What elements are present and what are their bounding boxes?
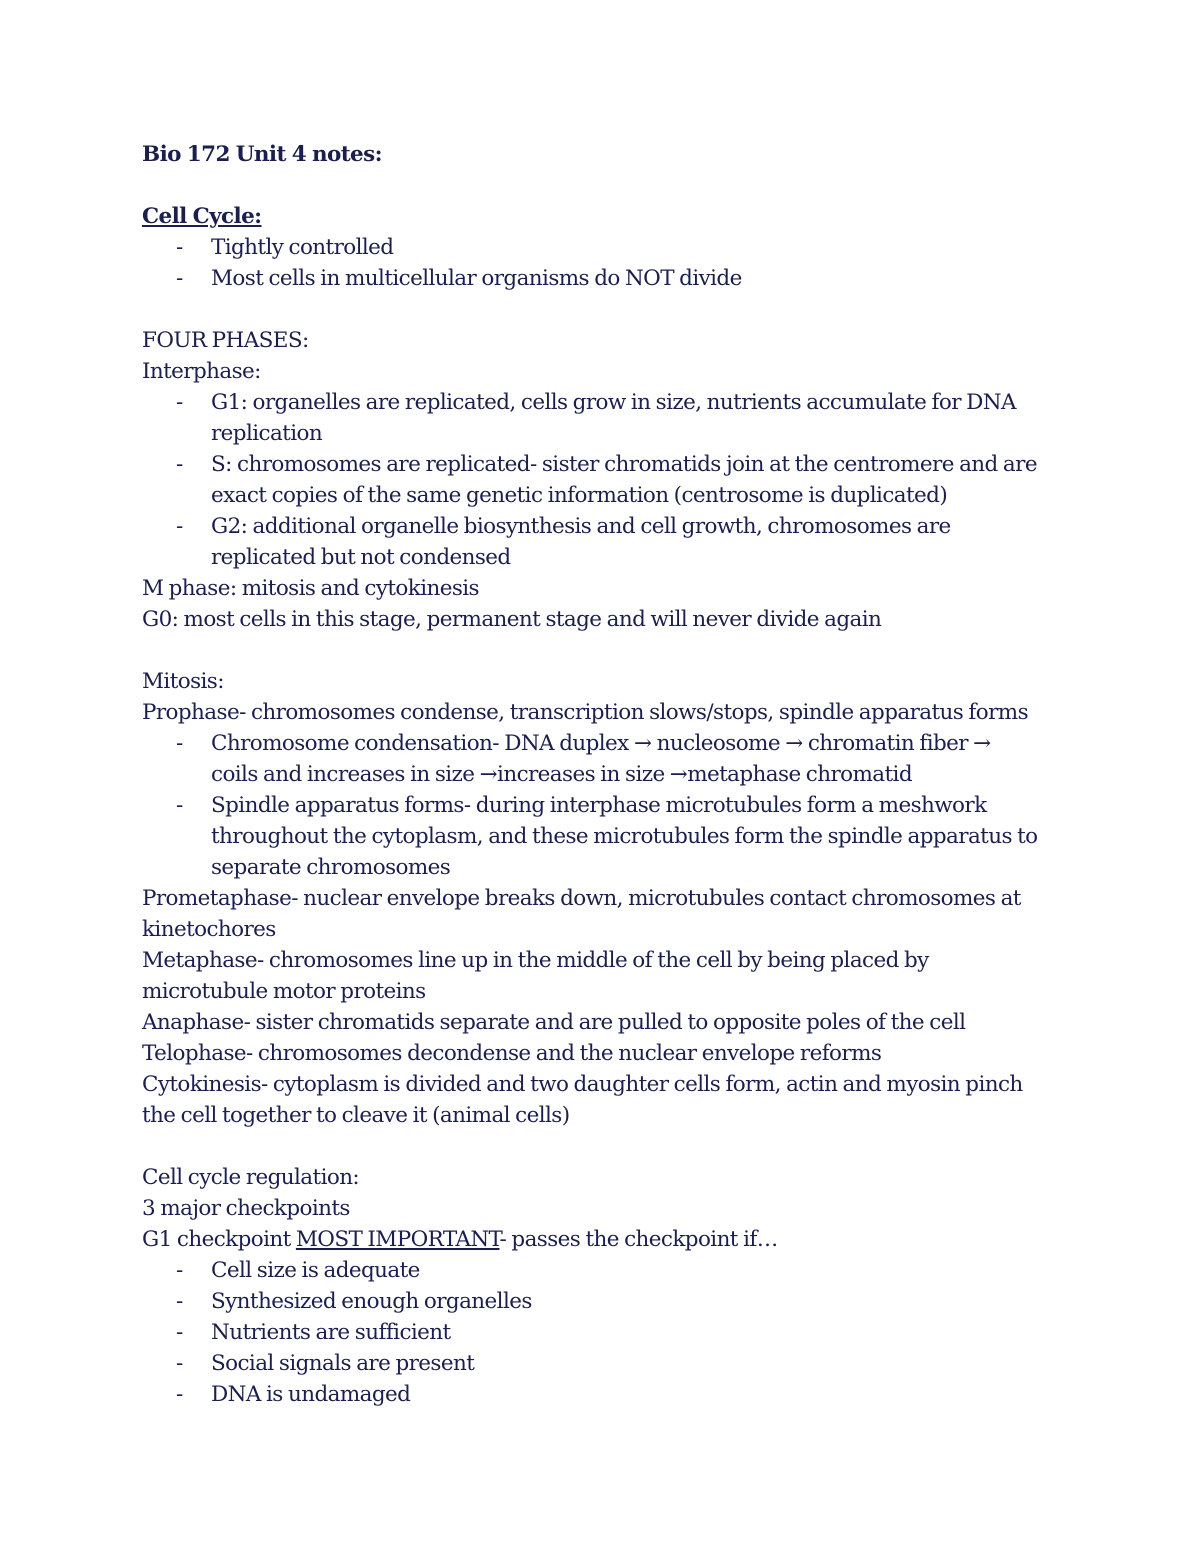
bullet-dash: - bbox=[176, 452, 183, 477]
cytokinesis-line: Cytokinesis- cytoplasm is divided and two daughter cells form, actin and myosin pinch bbox=[142, 1072, 1023, 1097]
spacer bbox=[142, 294, 1082, 325]
list-item: - DNA is undamaged bbox=[142, 1379, 1082, 1410]
prometaphase-line-cont: kinetochores bbox=[142, 917, 276, 942]
regulation-heading: Cell cycle regulation: bbox=[142, 1165, 360, 1190]
bullet-dash: - bbox=[176, 1258, 183, 1283]
metaphase-line: Metaphase- chromosomes line up in the middle of the cell by being placed by bbox=[142, 948, 929, 973]
list-item: - Cell size is adequate bbox=[142, 1255, 1082, 1286]
prophase-line: Prophase- chromosomes condense, transcription slows/stops, spindle apparatus forms bbox=[142, 700, 1029, 725]
list-item: - S: chromosomes are replicated- sister chromatids join at the centromere and are exact copies of the same genetic information (centrosome is duplicated) bbox=[142, 449, 1082, 511]
list-item: - Most cells in multicellular organisms do NOT divide bbox=[142, 263, 1082, 294]
document-page bbox=[142, 139, 1082, 1410]
list-item: - G1: organelles are replicated, cells grow in size, nutrients accumulate for DNA replication bbox=[142, 387, 1082, 449]
mitosis-heading: Mitosis: bbox=[142, 669, 224, 694]
bullet-dash: - bbox=[176, 731, 183, 756]
cell-cycle-heading: Cell Cycle: bbox=[142, 204, 262, 229]
most-important-emphasis: MOST IMPORTANT bbox=[295, 1227, 500, 1252]
bullet-dash: - bbox=[176, 514, 183, 539]
document-title: Bio 172 Unit 4 notes: bbox=[142, 142, 382, 167]
list-item: - Tightly controlled bbox=[142, 232, 1082, 263]
anaphase-line: Anaphase- sister chromatids separate and are pulled to opposite poles of the cell bbox=[142, 1010, 966, 1035]
spacer bbox=[142, 1131, 1082, 1162]
list-item: - Spindle apparatus forms- during interphase microtubules form a meshwork throughout the cytoplasm, and these microtubules form the spindle apparatus to separate chromosomes bbox=[142, 790, 1082, 883]
bullet-dash: - bbox=[176, 235, 183, 260]
g1-checkpoint-list bbox=[142, 1255, 1082, 1410]
cell-cycle-list bbox=[142, 232, 1082, 294]
four-phases-heading: FOUR PHASES: bbox=[142, 328, 309, 353]
telophase-line: Telophase- chromosomes decondense and the nuclear envelope reforms bbox=[142, 1041, 882, 1066]
prophase-list bbox=[142, 728, 1082, 883]
bullet-dash: - bbox=[176, 390, 183, 415]
interphase-list bbox=[142, 387, 1082, 573]
interphase-label: Interphase: bbox=[142, 359, 261, 384]
bullet-dash: - bbox=[176, 793, 183, 818]
list-item: - Social signals are present bbox=[142, 1348, 1082, 1379]
g1-checkpoint-line: G1 checkpoint MOST IMPORTANT- passes the checkpoint if… bbox=[142, 1227, 778, 1252]
spacer bbox=[142, 170, 1082, 201]
list-item: - Synthesized enough organelles bbox=[142, 1286, 1082, 1317]
metaphase-line-cont: microtubule motor proteins bbox=[142, 979, 426, 1004]
bullet-dash: - bbox=[176, 1382, 183, 1407]
prometaphase-line: Prometaphase- nuclear envelope breaks down, microtubules contact chromosomes at bbox=[142, 886, 1021, 911]
bullet-dash: - bbox=[176, 1289, 183, 1314]
bullet-dash: - bbox=[176, 266, 183, 291]
list-item: - Chromosome condensation- DNA duplex → nucleosome → chromatin fiber → coils and increases in size →increases in size →metaphase chromatid bbox=[142, 728, 1082, 790]
list-item: - G2: additional organelle biosynthesis and cell growth, chromosomes are replicated but not condensed bbox=[142, 511, 1082, 573]
major-checkpoints-line: 3 major checkpoints bbox=[142, 1196, 350, 1221]
cytokinesis-line-cont: the cell together to cleave it (animal cells) bbox=[142, 1103, 570, 1128]
bullet-dash: - bbox=[176, 1320, 183, 1345]
spacer bbox=[142, 635, 1082, 666]
m-phase-line: M phase: mitosis and cytokinesis bbox=[142, 576, 479, 601]
list-item: - Nutrients are sufficient bbox=[142, 1317, 1082, 1348]
bullet-dash: - bbox=[176, 1351, 183, 1376]
g0-line: G0: most cells in this stage, permanent stage and will never divide again bbox=[142, 607, 882, 632]
